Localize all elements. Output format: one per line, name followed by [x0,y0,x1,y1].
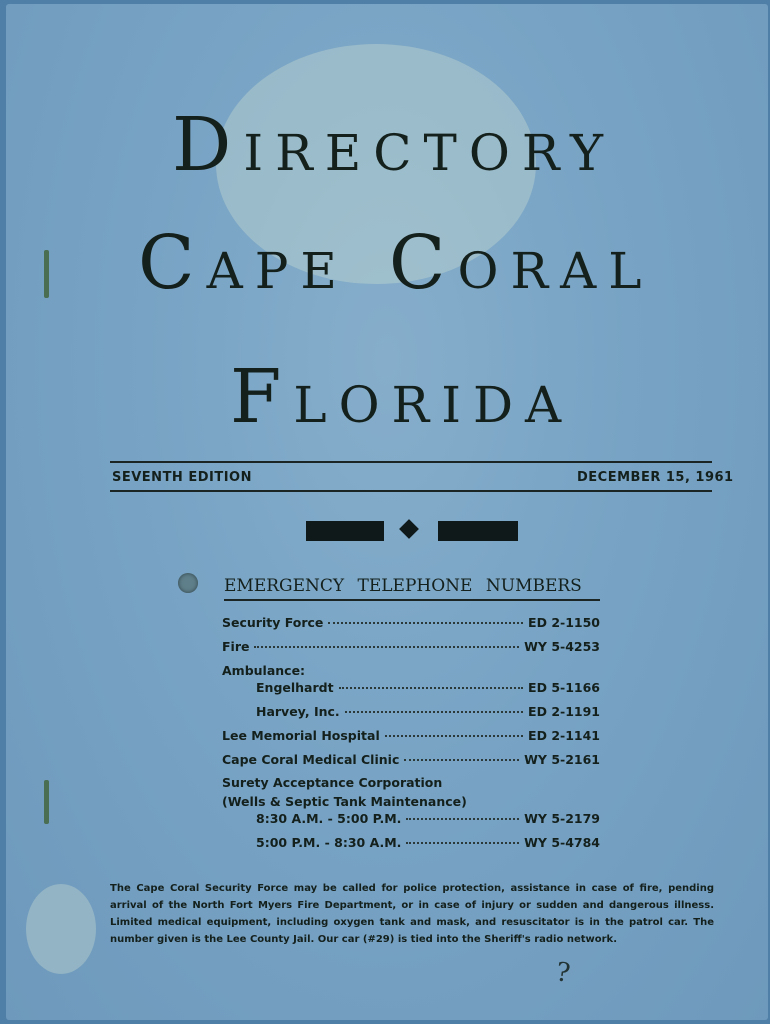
date-label: DECEMBER 15, 1961 [577,470,734,485]
punch-hole [178,573,198,593]
title-florida: FLORIDA [230,354,574,440]
entry-surety-heading: Surety Acceptance Corporation [222,775,443,790]
entry-lee-memorial: Lee Memorial Hospital ED 2-1141 [222,728,600,743]
footnote-paragraph: The Cape Coral Security Force may be called for police protection, assistance in case of fire, pending arrival of the North Fort Myers Fire Department, or in case of injury or sudden and dangerous illness. Limited medical equipment, including oxygen tank and mask, and resuscitator is in the patrol car. The number given is the Lee County Jail. Our car (#29) is tied into the Sheriff's radio network. [110,883,714,945]
emergency-heading: EMERGENCY TELEPHONE NUMBERS [224,576,600,601]
ornament-bar-right [438,521,518,541]
pencil-mark: ? [553,957,572,989]
title-directory: DIRECTORY [172,102,615,188]
entry-surety-night: 5:00 P.M. - 8:30 A.M. WY 5-4784 [256,835,600,850]
entry-surety-day: 8:30 A.M. - 5:00 P.M. WY 5-2179 [256,811,600,826]
bottom-rule [110,490,712,492]
entry-surety-subheading: (Wells & Septic Tank Maintenance) [222,794,467,809]
title-cape-coral: CAPE CORAL [138,220,654,306]
entry-harvey: Harvey, Inc. ED 2-1191 [256,704,600,719]
entry-engelhardt: Engelhardt ED 5-1166 [256,680,600,695]
edition-label: SEVENTH EDITION [112,470,252,485]
entry-medical-clinic: Cape Coral Medical Clinic WY 5-2161 [222,752,600,767]
entry-ambulance-heading: Ambulance: [222,663,306,678]
top-rule [110,461,712,463]
entry-security-force: Security Force ED 2-1150 [222,615,600,630]
stain-mark [26,884,96,974]
entry-fire: Fire WY 5-4253 [222,639,600,654]
binding-mark [44,780,49,824]
ornament-bar-left [306,521,384,541]
